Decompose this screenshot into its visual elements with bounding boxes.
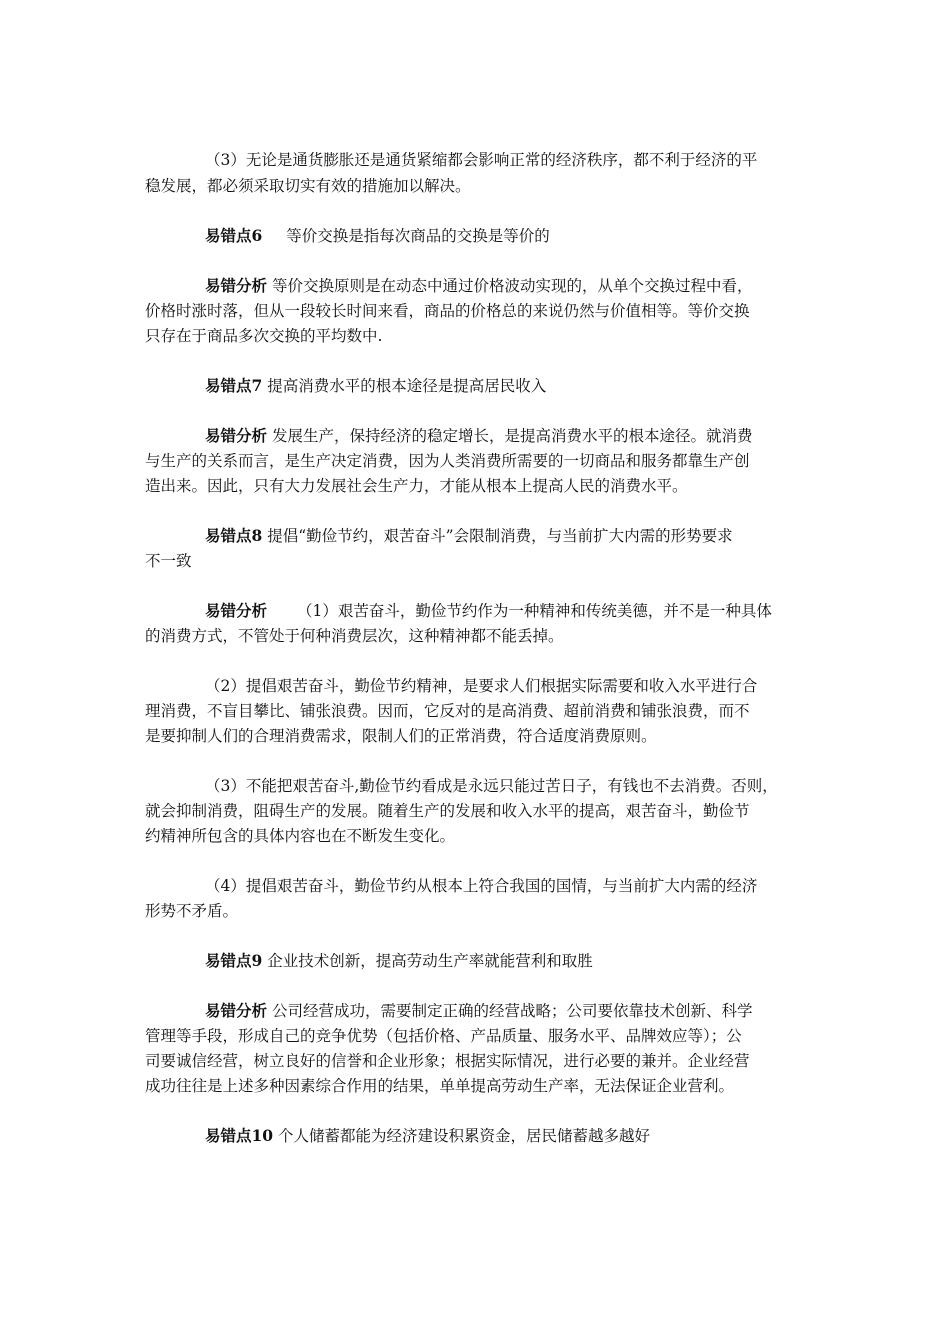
analysis-line: 的消费方式，不管处于何种消费层次，这种精神都不能丢掉。 [145,627,564,645]
error-point-label: 易错点8 [205,526,263,545]
error-point-label: 易错点9 [205,951,263,970]
paragraph-line: 理消费，不盲目攀比、铺张浪费。因而，它反对的是高消费、超前消费和铺张浪费，而不 [145,702,750,720]
error-point-text: 提高消费水平的根本途径是提高居民收入 [267,377,547,395]
analysis-line: 易错分析 发展生产，保持经济的稳定增长，是提高消费水平的根本途径。就消费 [205,426,753,445]
paragraph-line: （4）提倡艰苦奋斗，勤俭节约从根本上符合我国的国情，与当前扩大内需的经济 [205,877,758,895]
analysis-line: 易错分析 公司经营成功，需要制定正确的经营战略；公司要依靠技术创新、科学 [205,1001,753,1020]
paragraph-line: 形势不矛盾。 [145,902,239,920]
error-point-text: 个人储蓄都能为经济建设积累资金，居民储蓄越多越好 [278,1127,651,1145]
analysis-line: 易错分析 （1）艰苦奋斗，勤俭节约作为一种精神和传统美德，并不是一种具体 [205,601,772,620]
analysis-line: 只存在于商品多次交换的平均数中. [145,327,383,345]
analysis-line: 价格时涨时落，但从一段较长时间来看，商品的价格总的来说仍然与价值相等。等价交换 [145,302,750,320]
paragraph-line: 是要抑制人们的合理消费需求，限制人们的正常消费，符合适度消费原则。 [145,727,657,745]
error-point-text-continued: 不一致 [145,552,192,570]
analysis-line: 管理等手段，形成自己的竞争优势（包括价格、产品质量、服务水平、品牌效应等）；公 [145,1027,742,1045]
error-point-heading [205,376,546,396]
analysis-line: 易错分析 等价交换原则是在动态中通过价格波动实现的，从单个交换过程中看， [205,276,753,295]
error-point-heading [205,226,550,246]
analysis-line: 成功往往是上述多种因素综合作用的结果，单单提高劳动生产率，无法保证企业营利。 [145,1077,735,1095]
paragraph-line: 就会抑制消费，阻碍生产的发展。随着生产的发展和收入水平的提高，艰苦奋斗，勤俭节 [145,802,750,820]
error-point-text: 提倡“勤俭节约，艰苦奋斗”会限制消费，与当前扩大内需的形势要求 [267,527,733,545]
error-point-heading [205,951,593,971]
paragraph-line: （3）不能把艰苦奋斗,勤俭节约看成是永远只能过苦日子，有钱也不去消费。否则， [205,777,778,795]
error-point-heading [205,1126,650,1146]
paragraph-line: （3）无论是通货膨胀还是通货紧缩都会影响正常的经济秩序，都不利于经济的平 [205,151,758,169]
error-point-text: 企业技术创新，提高劳动生产率就能营利和取胜 [267,952,593,970]
paragraph-line: 稳发展，都必须采取切实有效的措施加以解决。 [145,177,471,195]
paragraph-line: （2）提倡艰苦奋斗，勤俭节约精神，是要求人们根据实际需要和收入水平进行合 [205,677,758,695]
error-point-text: 等价交换是指每次商品的交换是等价的 [286,227,550,245]
paragraph-line: 约精神所包含的具体内容也在不断发生变化。 [145,827,456,845]
analysis-label: 易错分析 [205,1001,268,1020]
error-point-label: 易错点6 [205,226,263,245]
analysis-label: 易错分析 [205,601,268,620]
analysis-line: 与生产的关系而言，是生产决定消费，因为人类消费所需要的一切商品和服务都靠生产创 [145,452,750,470]
analysis-label: 易错分析 [205,276,268,295]
analysis-line: 造出来。因此，只有大力发展社会生产力，才能从根本上提高人民的消费水平。 [145,477,688,495]
analysis-label: 易错分析 [205,426,268,445]
error-point-heading [205,526,733,546]
error-point-label: 易错点7 [205,376,263,395]
analysis-line: 司要诚信经营，树立良好的信誉和企业形象；根据实际情况，进行必要的兼并。企业经营 [145,1052,750,1070]
error-point-label: 易错点10 [205,1126,274,1145]
